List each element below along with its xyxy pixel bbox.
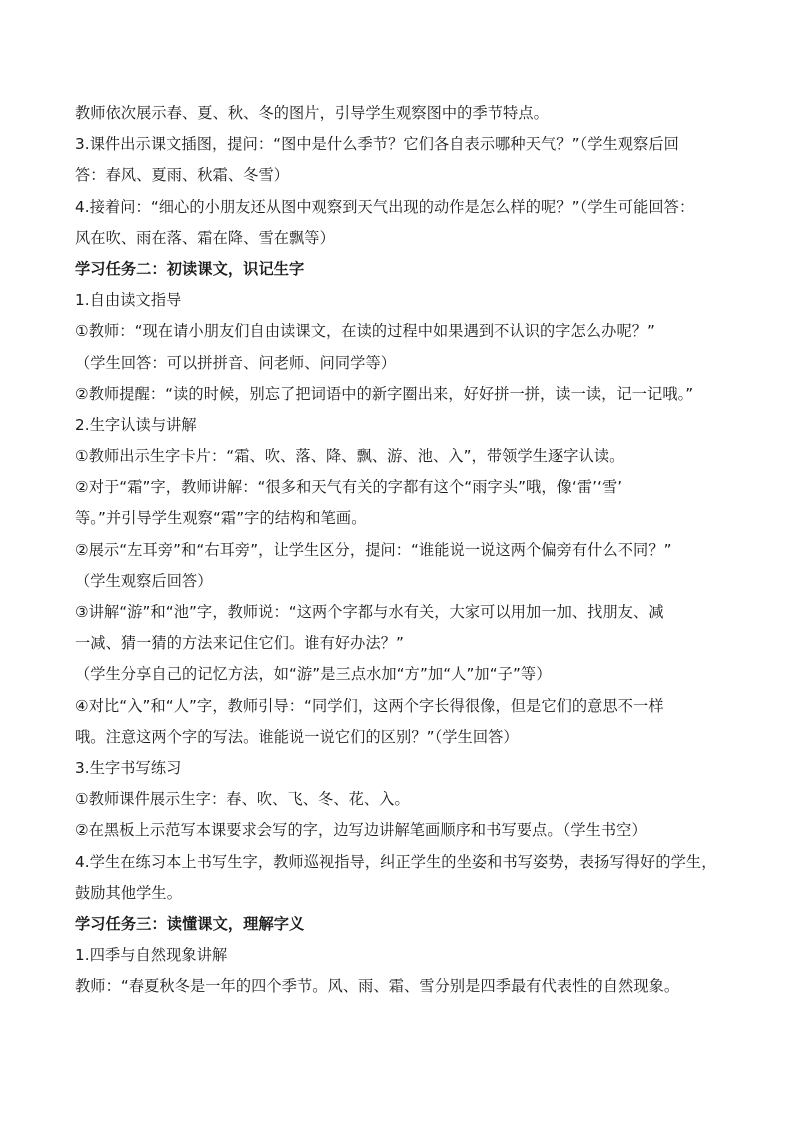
text-line: 鼓励其他学生。 [75,883,183,902]
text-line: 等。”并引导学生观察“霜”字的结构和笔画。 [75,509,367,528]
text-line: 一减、猜一猜的方法来记住它们。谁有好办法？” [75,634,405,653]
text-line: 1.四季与自然现象讲解 [75,946,228,965]
section-heading: 学习任务三：读懂课文，理解字义 [75,914,305,933]
text-line: ②对于“霜”字，教师讲解：“很多和天气有关的字都有这个“雨字头”哦，像‘雷’‘雪’ [75,478,623,497]
text-line: ④对比“入”和“人”字，教师引导：“同学们，这两个字长得很像，但是它们的意思不一样 [75,696,664,715]
text-line: 4.学生在练习本上书写生字，教师巡视指导，纠正学生的坐姿和书写姿势，表扬写得好的学生， [75,852,717,871]
text-line: 哦。注意这两个字的写法。谁能说一说它们的区别？”（学生回答） [75,727,519,746]
text-line: 3.生字书写练习 [75,758,182,777]
text-line: 2.生字认读与讲解 [75,415,197,434]
text-line: 风在吹、雨在落、霜在降、雪在飘等） [75,228,335,247]
text-line: （学生观察后回答） [75,571,213,590]
section-heading: 学习任务二：初读课文，识记生字 [75,259,305,278]
text-line: 1.自由读文指导 [75,291,182,310]
text-line: 教师依次展示春、夏、秋、冬的图片，引导学生观察图中的季节特点。 [75,104,549,122]
text-line: （学生回答：可以拼拼音、问老师、问同学等） [75,353,397,372]
text-line: ②教师提醒：“读的时候，别忘了把词语中的新字圈出来，好好拼一拼，读一读，记一记哦。” [75,384,694,403]
text-line: ①教师课件展示生字：春、吹、飞、冬、花、入。 [75,790,410,809]
text-line: 4.接着问：“细心的小朋友还从图中观察到天气出现的动作是怎么样的呢？”（学生可能回答： [75,197,695,216]
text-line: ②展示“左耳旁”和“右耳旁”，让学生区分，提问：“谁能说一说这两个偏旁有什么不同？” [75,540,672,559]
text-line: ①教师出示生字卡片：“霜、吹、落、降、飘、游、池、入”，带领学生逐字认读。 [75,447,625,466]
text-line: ③讲解“游”和“池”字，教师说：“这两个字都与水有关，大家可以用加一加、找朋友、减 [75,603,664,621]
text-line: 3.课件出示课文插图，提问：“图中是什么季节？它们各自表示哪种天气？”（学生观察后回 [75,135,679,154]
text-line: 答：春风、夏雨、秋霜、冬雪） [75,166,290,185]
text-line: ①教师：“现在请小朋友们自由读课文，在读的过程中如果遇到不认识的字怎么办呢？” [75,322,656,341]
text-line: 教师：“春夏秋冬是一年的四个季节。风、雨、霜、雪分别是四季最有代表性的自然现象。 [75,977,680,996]
text-line: （学生分享自己的记忆方法，如“游”是三点水加“方”加“人”加“子”等） [75,665,552,684]
text-line: ②在黑板上示范写本课要求会写的字，边写边讲解笔画顺序和书写要点。（学生书空） [75,821,647,840]
